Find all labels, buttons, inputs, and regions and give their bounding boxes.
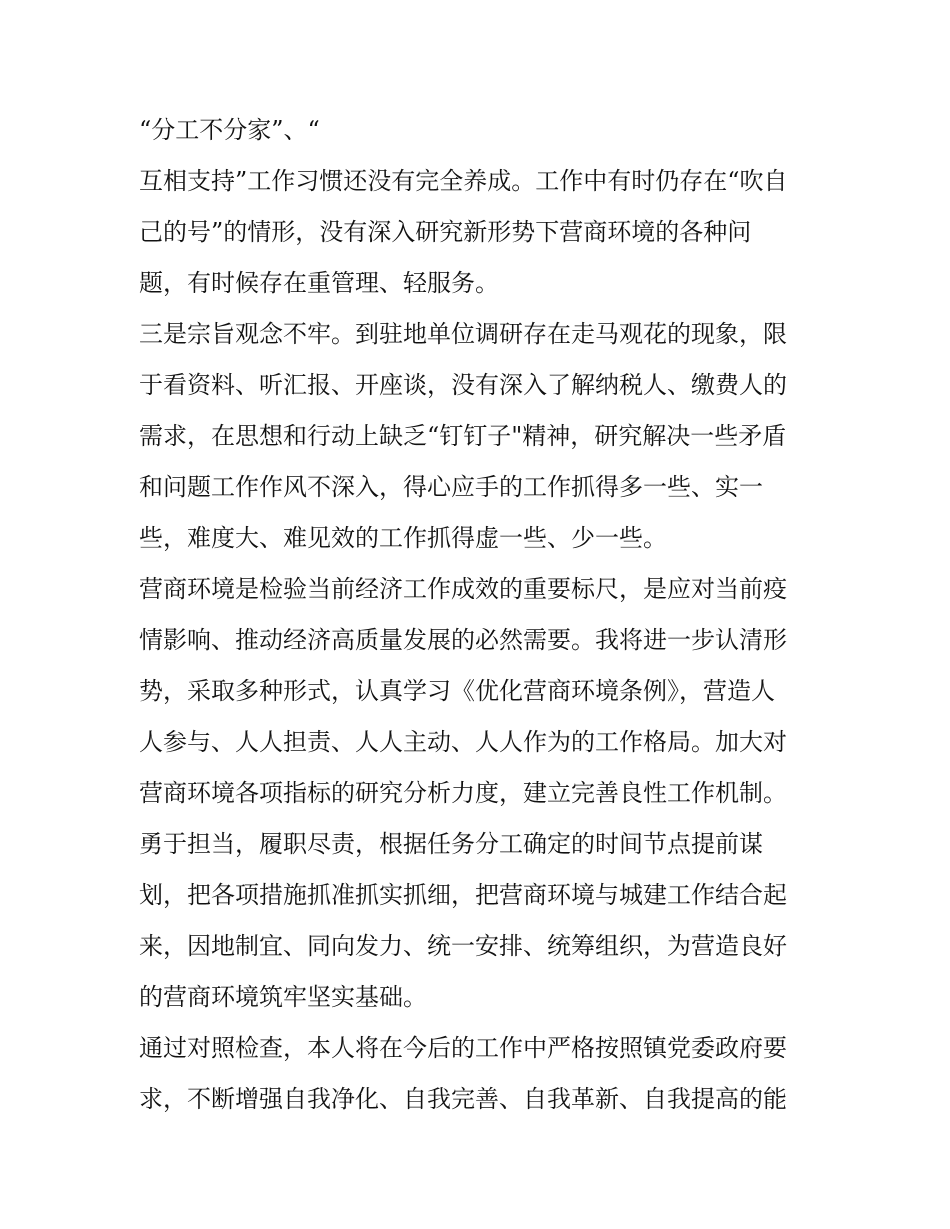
text-line: “分工不分家”、“ (139, 116, 320, 144)
text-line: 己的号”的情形，没有深入研究新形势下营商环境的各种问 (139, 218, 752, 246)
text-line: 营商环境是检验当前经济工作成效的重要标尺，是应对当前疫 (139, 575, 787, 603)
text-line: 需求，在思想和行动上缺乏“钉钉子"精神，研究解决一些矛盾 (139, 422, 787, 450)
text-line: 互相支持”工作习惯还没有完全养成。工作中有时仍存在“吹自 (139, 167, 788, 195)
text-line: 三是宗旨观念不牢。到驻地单位调研存在走马观花的现象，限 (139, 320, 787, 348)
text-line: 来，因地制宜、同向发力、统一安排、统筹组织，为营造良好 (139, 932, 787, 960)
text-line: 题，有时候存在重管理、轻服务。 (139, 269, 499, 297)
text-line: 于看资料、听汇报、开座谈，没有深入了解纳税人、缴费人的 (139, 371, 787, 399)
text-line: 和问题工作作风不深入，得心应手的工作抓得多一些、实一 (139, 473, 763, 501)
text-line: 勇于担当，履职尽责，根据任务分工确定的时间节点提前谋 (139, 830, 763, 858)
text-line: 人参与、人人担责、人人主动、人人作为的工作格局。加大对 (139, 728, 787, 756)
text-line: 情影响、推动经济高质量发展的必然需要。我将进一步认清形 (139, 626, 787, 654)
text-line: 些，难度大、难见效的工作抓得虚一些、少一些。 (139, 524, 667, 552)
text-line: 划，把各项措施抓准抓实抓细，把营商环境与城建工作结合起 (139, 881, 787, 909)
text-line: 势，采取多种形式，认真学习《优化营商环境条例》，营造人 (139, 677, 775, 705)
text-line: 的营商环境筑牢坚实基础。 (139, 983, 427, 1011)
text-line: 求，不断增强自我净化、自我完善、自我革新、自我提高的能 (139, 1085, 787, 1113)
text-line: 通过对照检查，本人将在今后的工作中严格按照镇党委政府要 (139, 1034, 787, 1062)
text-line: 营商环境各项指标的研究分析力度，建立完善良性工作机制。 (139, 779, 787, 807)
document-body (139, 110, 819, 1130)
